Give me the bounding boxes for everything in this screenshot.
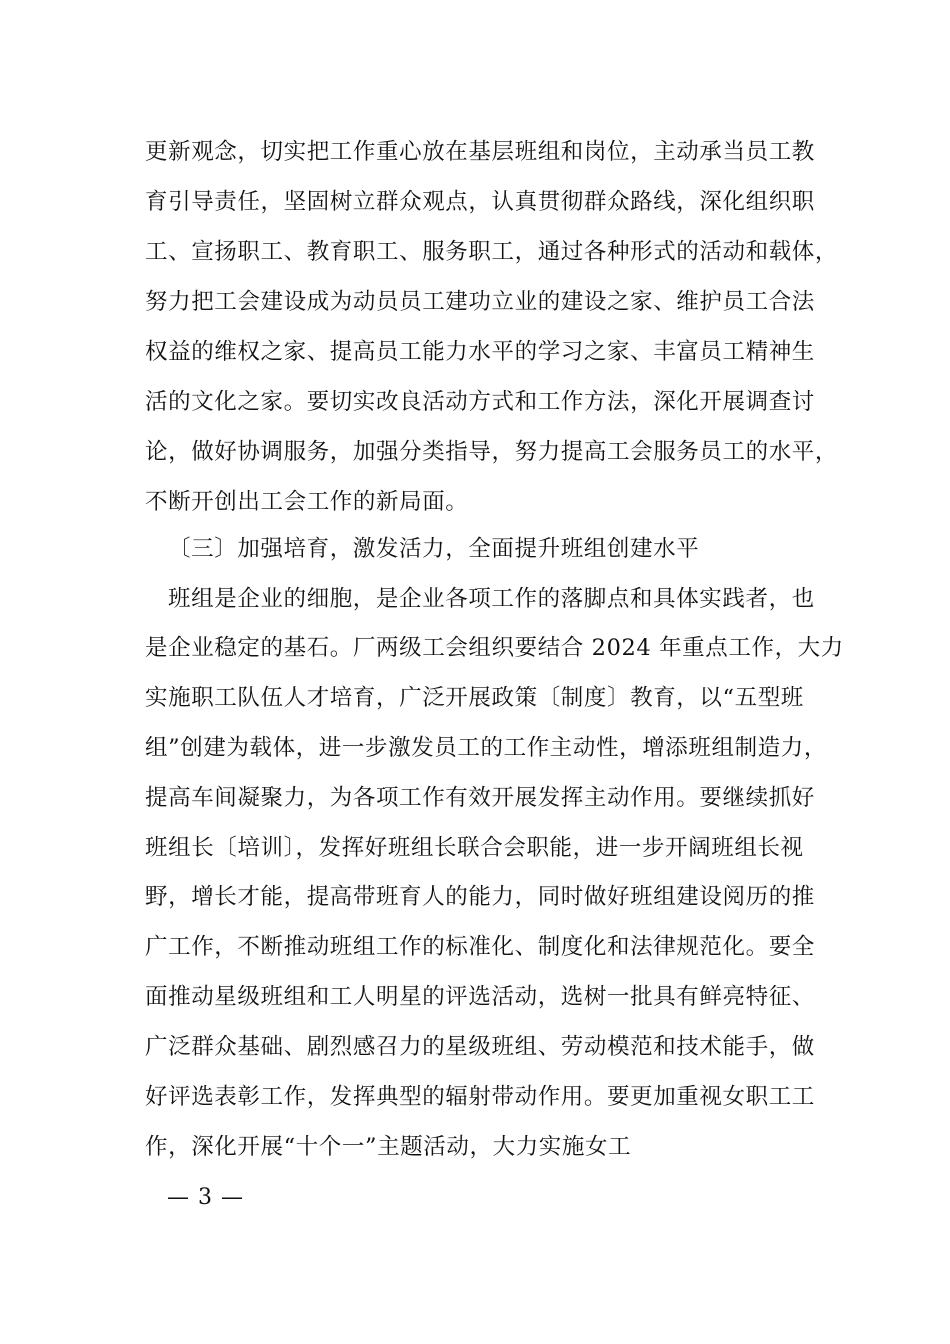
body-text-line: 努力把工会建设成为动员员工建功立业的建设之家、维护员工合法 <box>145 289 815 315</box>
body-text-line: 论，做好协调服务，加强分类指导，努力提高工会服务员工的水平， <box>145 439 839 465</box>
body-text-line: 野，增长才能，提高带班育人的能力，同时做好班组建设阅历的推 <box>145 884 815 910</box>
body-text-line: 班组是企业的细胞，是企业各项工作的落脚点和具体实践者，也 <box>168 586 815 612</box>
body-text-line: 作，深化开展“十个一”主题活动，大力实施女工 <box>145 1134 632 1160</box>
body-text-line: 权益的维权之家、提高员工能力水平的学习之家、丰富员工精神生 <box>145 339 815 365</box>
body-text-line: 广工作，不断推动班组工作的标准化、制度化和法律规范化。要全 <box>145 934 815 960</box>
body-text-line: 组”创建为载体，进一步激发员工的工作主动性，增添班组制造力， <box>145 735 828 761</box>
body-text-line: 广泛群众基础、剧烈感召力的星级班组、劳动模范和技术能手，做 <box>145 1034 815 1060</box>
section-heading: 〔三〕加强培育，激发活力，全面提升班组创建水平 <box>168 536 700 562</box>
body-text-line: 活的文化之家。要切实改良活动方式和工作方法，深化开展调查讨 <box>145 389 815 415</box>
body-text-line: 更新观念，切实把工作重心放在基层班组和岗位，主动承当员工教 <box>145 139 815 165</box>
body-text-line: 实施职工队伍人才培育，广泛开展政策〔制度〕教育，以“五型班 <box>145 685 804 711</box>
body-text-line: 班组长〔培训〕，发挥好班组长联合会职能，进一步开阔班组长视 <box>145 835 804 861</box>
page-number: — 3 — <box>167 1185 244 1210</box>
body-text-line: 是企业稳定的基石。厂两级工会组织要结合 2024 年重点工作，大力 <box>145 635 844 661</box>
body-text-line: 面推动星级班组和工人明星的评选活动，选树一批具有鲜亮特征、 <box>145 984 815 1010</box>
body-text-line: 工、宣扬职工、教育职工、服务职工，通过各种形式的活动和载体， <box>145 239 839 265</box>
body-text-line: 提高车间凝聚力，为各项工作有效开展发挥主动作用。要继续抓好 <box>145 785 815 811</box>
body-text-line: 不断开创出工会工作的新局面。 <box>145 489 469 515</box>
body-text-line: 育引导责任，坚固树立群众观点，认真贯彻群众路线，深化组织职 <box>145 189 815 215</box>
body-text-line: 好评选表彰工作，发挥典型的辐射带动作用。要更加重视女职工工 <box>145 1084 815 1110</box>
